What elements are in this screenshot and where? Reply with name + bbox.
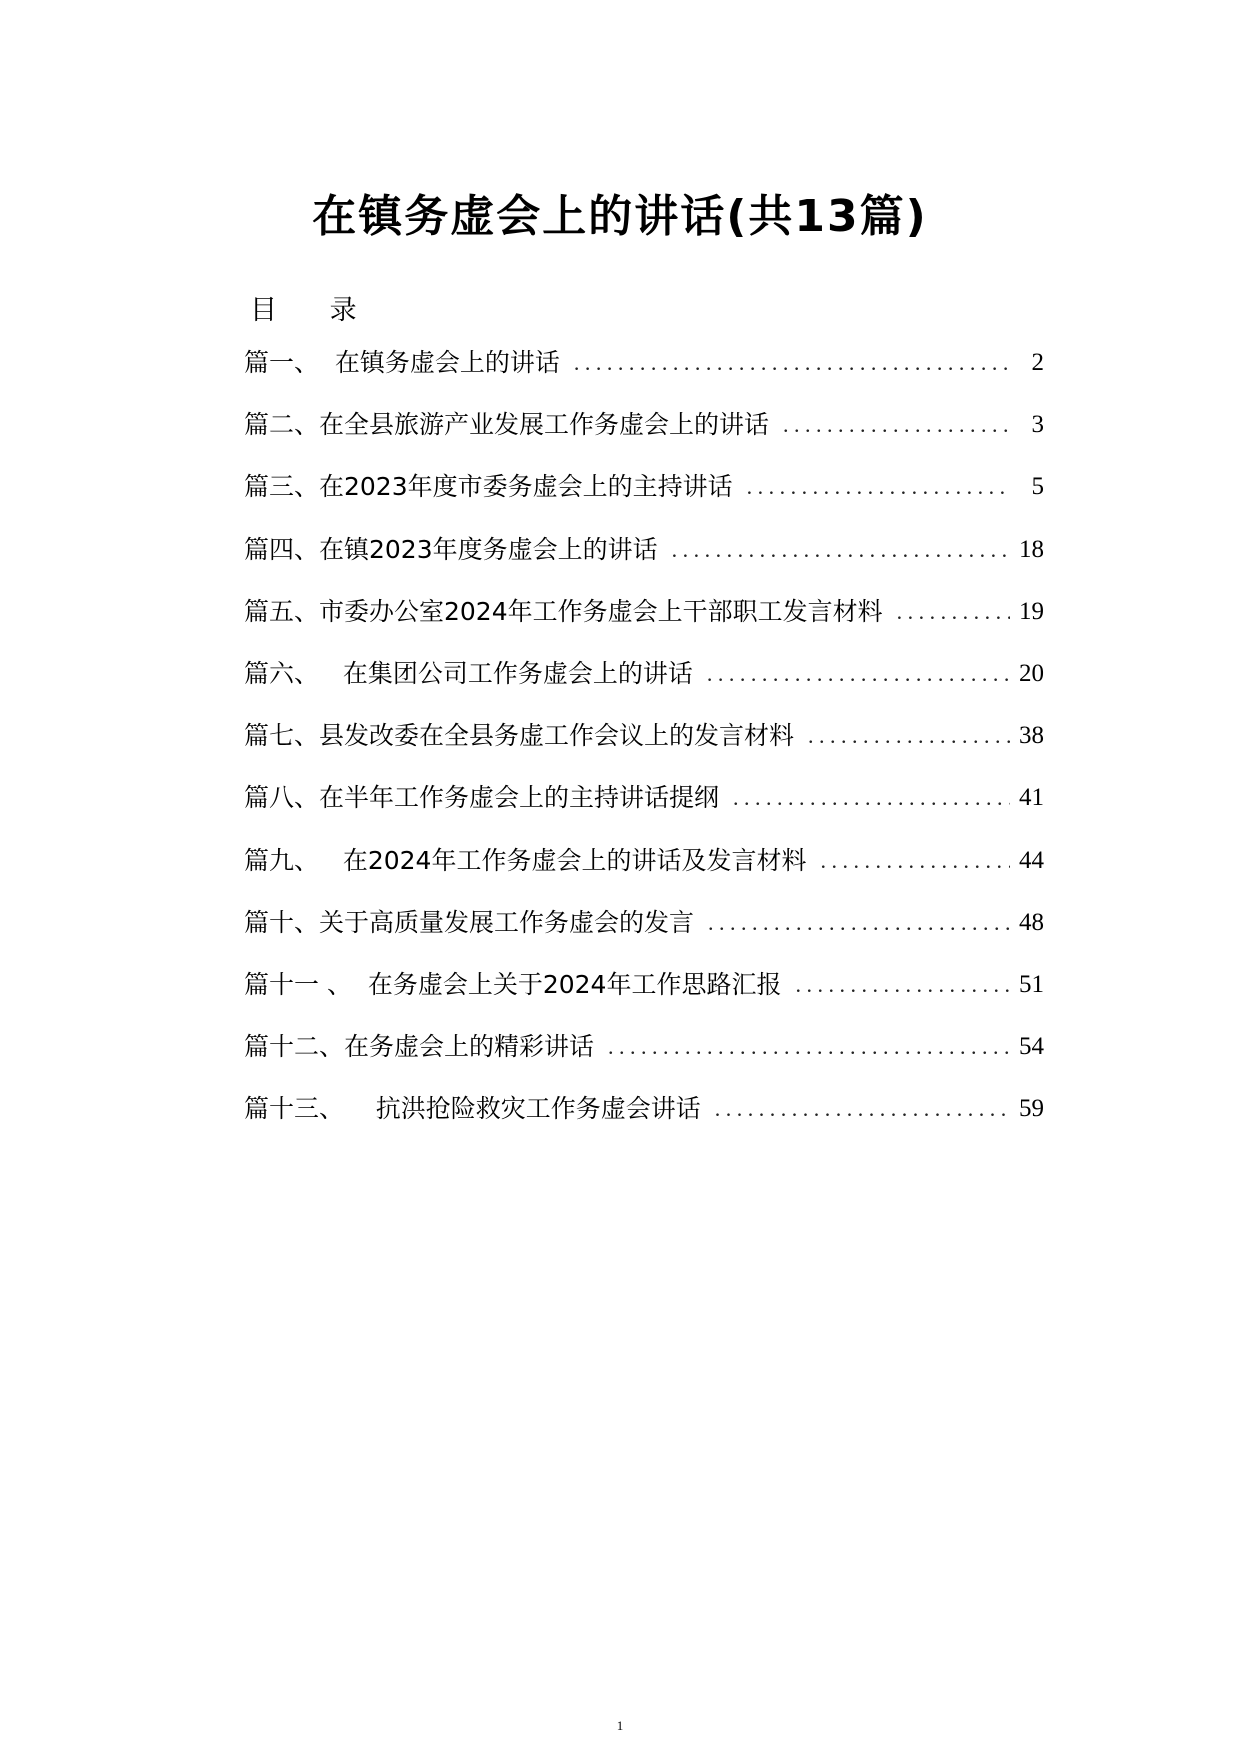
toc-entry-page: 48	[1019, 908, 1044, 936]
toc-dot-leader	[897, 595, 1010, 629]
toc-entry-page: 59	[1019, 1095, 1044, 1123]
toc-dot-leader	[733, 781, 1010, 815]
toc-dot-leader	[747, 470, 1010, 504]
toc-entry-label: 篇七、县发改委在全县务虚工作会议上的发言材料	[244, 721, 795, 751]
table-of-contents	[244, 346, 1044, 1154]
toc-entry[interactable]	[244, 1092, 1044, 1154]
toc-entry-page: 51	[1019, 970, 1044, 998]
toc-entry-label: 篇一、 在镇务虚会上的讲话	[244, 348, 560, 377]
toc-entry-label: 篇二、在全县旅游产业发展工作务虚会上的讲话	[244, 410, 770, 440]
toc-entry-label: 篇十二、在务虚会上的精彩讲话	[244, 1032, 595, 1062]
toc-entry-page: 38	[1019, 722, 1044, 750]
toc-entry-page: 18	[1019, 535, 1044, 563]
toc-entry-label: 篇六、 在集团公司工作务虚会上的讲话	[244, 658, 693, 688]
toc-entry-page: 20	[1019, 659, 1044, 687]
toc-entry-page: 2	[1031, 349, 1044, 376]
toc-dot-leader	[707, 657, 1010, 691]
toc-entry[interactable]	[244, 657, 1044, 719]
toc-entry-label: 篇九、 在2024年工作务虚会上的讲话及发言材料	[244, 845, 807, 875]
toc-entry[interactable]	[244, 1030, 1044, 1092]
toc-entry[interactable]	[244, 346, 1044, 408]
toc-entry[interactable]	[244, 781, 1044, 843]
toc-dot-leader	[574, 346, 1010, 380]
toc-dot-leader	[820, 844, 1010, 878]
toc-dot-leader	[672, 533, 1010, 567]
toc-entry-label: 篇八、在半年工作务虚会上的主持讲话提纲	[244, 783, 720, 813]
toc-entry[interactable]	[244, 408, 1044, 470]
toc-entry[interactable]	[244, 470, 1044, 532]
toc-entry-label: 篇十、关于高质量发展工作务虚会的发言	[244, 907, 695, 937]
toc-entry[interactable]	[244, 906, 1044, 968]
toc-entry[interactable]	[244, 595, 1044, 657]
toc-entry-page: 41	[1019, 784, 1044, 812]
toc-entry[interactable]	[244, 533, 1044, 595]
toc-entry-label: 篇四、在镇2023年度务虚会上的讲话	[244, 534, 658, 564]
toc-entry[interactable]	[244, 968, 1044, 1030]
toc-dot-leader	[715, 1092, 1010, 1126]
toc-entry-label: 篇五、市委办公室2024年工作务虚会上干部职工发言材料	[244, 596, 883, 626]
toc-entry[interactable]	[244, 719, 1044, 781]
footer-page-number: 1	[616, 1718, 624, 1733]
toc-dot-leader	[808, 719, 1010, 753]
toc-heading: 目 录	[250, 295, 379, 326]
toc-dot-leader	[708, 906, 1010, 940]
toc-entry-page: 5	[1031, 473, 1044, 501]
toc-entry-page: 3	[1031, 411, 1044, 439]
toc-dot-leader	[783, 408, 1010, 442]
toc-entry-label: 篇十三、 抗洪抢险救灾工作务虚会讲话	[244, 1094, 701, 1124]
toc-entry-label: 篇十一 、 在务虚会上关于2024年工作思路汇报	[244, 969, 782, 999]
toc-dot-leader	[795, 968, 1010, 1002]
toc-entry-label: 篇三、在2023年度市委务虚会上的主持讲话	[244, 472, 733, 502]
toc-entry-page: 54	[1019, 1033, 1044, 1061]
document-title: 在镇务虚会上的讲话(共13篇)	[312, 191, 928, 242]
toc-entry-page: 19	[1019, 597, 1044, 625]
toc-dot-leader	[608, 1030, 1010, 1064]
toc-entry[interactable]	[244, 844, 1044, 906]
toc-entry-page: 44	[1019, 846, 1044, 874]
